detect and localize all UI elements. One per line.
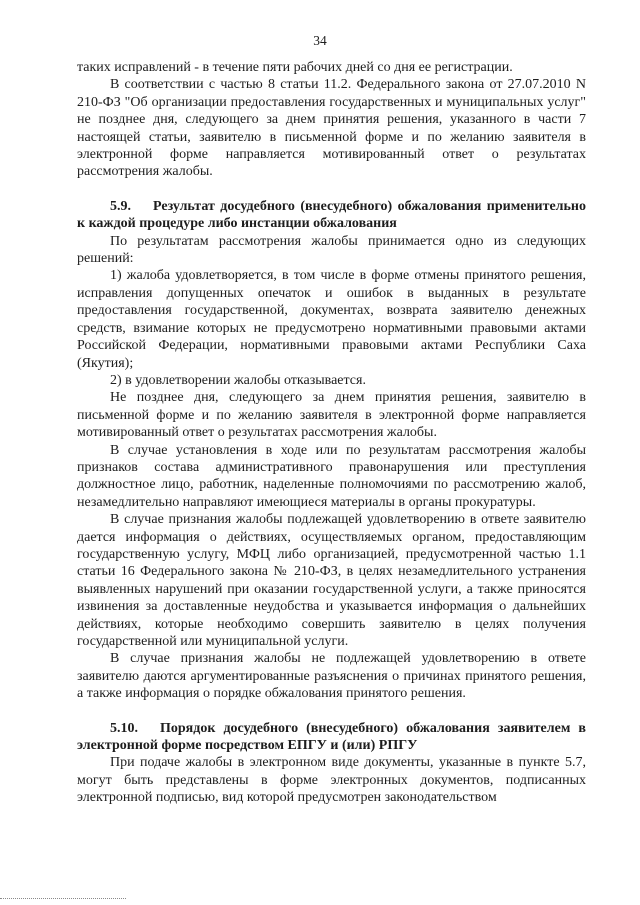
spacer — [77, 703, 586, 720]
spacer — [77, 181, 586, 198]
paragraph: В случае признания жалобы подлежащей удовлетворению в ответе заявителю дается информация о действиях, осуществляемых органом, предоставляющим государственную услугу, МФЦ либо организацией, предусмотренной частью 1.1 статьи 16 Федерального закона № 210-ФЗ, в целях незамедлительного устранения выявленных нарушений при оказании государственной услуги, а также приносятся извинения за доставленные неудобства и указывается информация о дальнейших действиях, которые необходимо совершить заявителю в целях получения государственной или муниципальной услуги. — [77, 512, 586, 649]
paragraph: При подаче жалобы в электронном виде документы, указанные в пункте 5.7, могут быть представлены в форме электронных документов, подписанных электронной подписью, вид которой предусмотрен законодательством — [77, 755, 586, 806]
section-heading-5-10 — [77, 720, 586, 755]
section-title: Порядок досудебного (внесудебного) обжалования заявителем в электронной форме посредством ЕПГУ и (или) РПГУ — [77, 720, 586, 754]
section-heading-5-9 — [77, 198, 586, 233]
paragraph: По результатам рассмотрения жалобы принимается одно из следующих решений: — [77, 233, 586, 267]
document-body — [77, 59, 586, 807]
section-number: 5.10. — [110, 720, 138, 736]
paragraph: Не позднее дня, следующего за днем принятия решения, заявителю в письменной форме и по желанию заявителя в электронной форме направляется мотивированный ответ о результатах рассмотрения жалобы. — [77, 390, 586, 441]
page-number: 34 — [313, 33, 327, 48]
paragraph: В случае установления в ходе или по результатам рассмотрения жалобы признаков состава административного правонарушения или преступления должностное лицо, работник, наделенные полномочиями по рассмотрению жалоб, незамедлительно направляют имеющиеся материалы в органы прокуратуры. — [77, 442, 586, 510]
paragraph: В случае признания жалобы не подлежащей удовлетворению в ответе заявителю даются аргументированные разъяснения о причинах принятого решения, а также информация о порядке обжалования принятого решения. — [77, 651, 586, 702]
footer-divider — [0, 898, 126, 899]
paragraph: 1) жалоба удовлетворяется, в том числе в форме отмены принятого решения, исправления допущенных опечаток и ошибок в выданных в результате предоставления государственной, документах, возврата заявителю денежных средств, взимание которых не предусмотрено нормативными правовыми актами Российской Федерации, нормативными правовыми актами Республики Саха (Якутия); — [77, 268, 586, 371]
section-number: 5.9. — [110, 198, 131, 214]
section-title: Результат досудебного (внесудебного) обжалования применительно к каждой процедуре либо инстанции обжалования — [77, 198, 586, 232]
paragraph: таких исправлений - в течение пяти рабочих дней со дня ее регистрации. — [77, 60, 513, 75]
paragraph: 2) в удовлетворении жалобы отказывается. — [110, 372, 366, 388]
paragraph: В соответствии с частью 8 статьи 11.2. Федерального закона от 27.07.2010 N 210-ФЗ "Об организации предоставления государственных и муниципальных услуг" не позднее дня, следующего за днем принятия решения, указанного в части 7 настоящей статьи, заявителю в письменной форме и по желанию заявителя в электронной форме направляется мотивированный ответ о результатах рассмотрения жалобы. — [77, 77, 586, 180]
